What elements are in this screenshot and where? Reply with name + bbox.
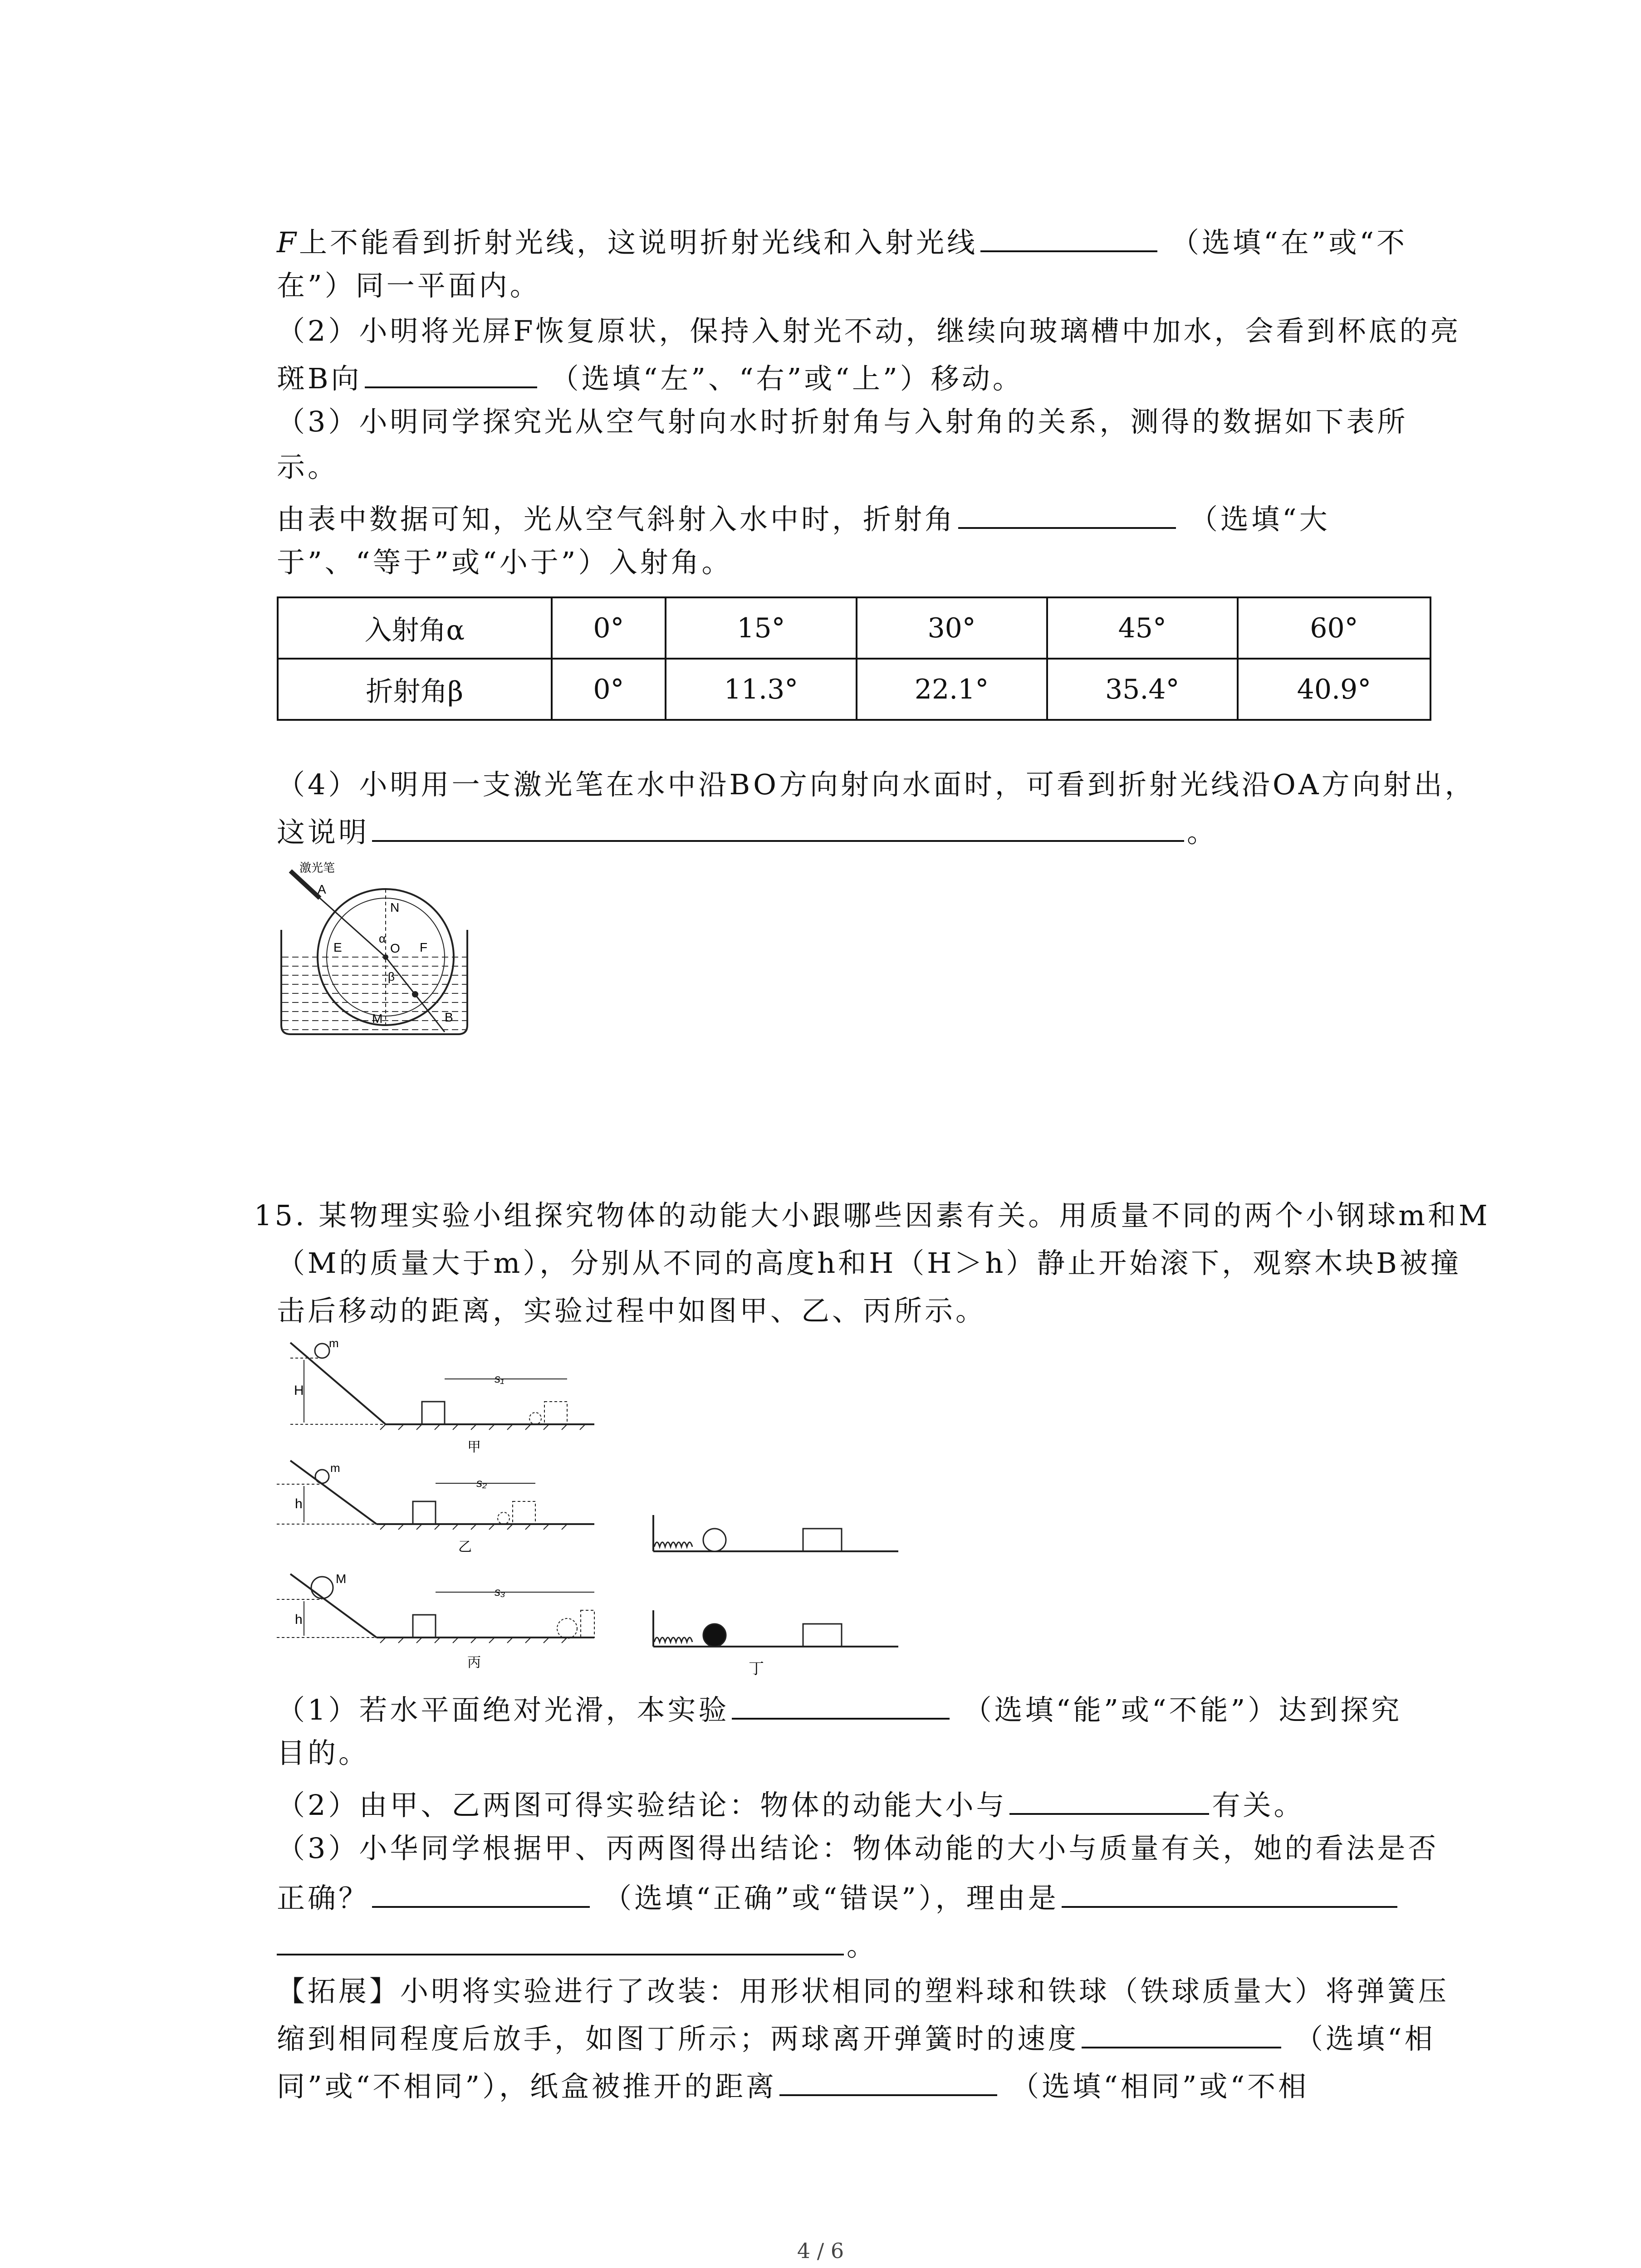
table-header-cell: 入射角α bbox=[278, 597, 552, 659]
q15-p3-cont: 正确？ （选填“正确”或“错误”），理由是 bbox=[277, 1878, 1397, 1916]
table-row bbox=[278, 597, 1430, 659]
table-cell: 15° bbox=[666, 597, 856, 659]
svg-text:m: m bbox=[330, 1461, 340, 1475]
q14-line-5: （3）小明同学探究光从空气射向水时折射角与入射角的关系，测得的数据如下表所 bbox=[277, 405, 1408, 438]
q14-line-7: 由表中数据可知，光从空气斜射入水中时，折射角 （选填“大 bbox=[277, 499, 1330, 538]
q14-line-4: 斑B向 （选填“左”、“右”或“上”）移动。 bbox=[277, 358, 1024, 397]
svg-text:m: m bbox=[329, 1336, 339, 1350]
answer-blank[interactable] bbox=[958, 499, 1176, 529]
answer-blank[interactable] bbox=[1009, 1785, 1209, 1815]
q15-p1-cont: 目的。 bbox=[277, 1736, 370, 1769]
svg-text:丙: 丙 bbox=[467, 1655, 481, 1670]
svg-text:s₂: s₂ bbox=[476, 1476, 487, 1490]
svg-text:s₁: s₁ bbox=[495, 1372, 505, 1385]
svg-text:甲: 甲 bbox=[467, 1440, 481, 1455]
svg-text:h: h bbox=[295, 1612, 303, 1627]
q14-line-10: 这说明 。 bbox=[277, 812, 1218, 850]
table-cell: 11.3° bbox=[666, 659, 856, 720]
q14-line-1: F上不能看到折射光线，这说明折射光线和入射光线 （选填“在”或“不 bbox=[277, 222, 1407, 261]
svg-text:丁: 丁 bbox=[749, 1660, 764, 1677]
q15-line-2: （M的质量大于m），分别从不同的高度h和H（H＞h）静止开始滚下，观察木块B被撞 bbox=[277, 1246, 1461, 1280]
page-number: 4 / 6 bbox=[797, 2239, 844, 2263]
table-cell: 0° bbox=[552, 597, 666, 659]
figure-jia bbox=[290, 1336, 594, 1455]
q15-ext-1: 【拓展】小明将实验进行了改装：用形状相同的塑料球和铁球（铁球质量大）将弹簧压 bbox=[277, 1975, 1450, 2008]
q15-line-1: 15. 某物理实验小组探究物体的动能大小跟哪些因素有关。用质量不同的两个小钢球m和M bbox=[254, 1199, 1490, 1232]
svg-text:s₃: s₃ bbox=[495, 1585, 505, 1598]
q14-line-3: （2）小明将光屏F恢复原状，保持入射光不动，继续向玻璃槽中加水，会看到杯底的亮 bbox=[277, 314, 1461, 347]
q14-line-9: （4）小明用一支激光笔在水中沿BO方向射向水面时，可看到折射光线沿OA方向射出， bbox=[277, 768, 1476, 801]
svg-text:A: A bbox=[318, 882, 326, 896]
svg-text:E: E bbox=[333, 940, 342, 954]
svg-text:β: β bbox=[388, 970, 395, 983]
table-row bbox=[278, 659, 1430, 720]
refraction-data-table bbox=[277, 596, 1431, 721]
pen-label: 激光笔 bbox=[299, 862, 335, 875]
table-cell: 60° bbox=[1238, 597, 1430, 659]
figure-bing bbox=[277, 1572, 594, 1670]
table-cell: 35.4° bbox=[1047, 659, 1238, 720]
spring-plastic-ball bbox=[653, 1515, 898, 1551]
refraction-apparatus-figure bbox=[277, 862, 476, 1043]
figure-yi bbox=[277, 1461, 594, 1554]
q15-p2: （2）由甲、乙两图可得实验结论：物体的动能大小与 有关。 bbox=[277, 1785, 1304, 1823]
answer-blank[interactable] bbox=[365, 358, 537, 388]
laser-pen bbox=[290, 871, 320, 898]
answer-blank[interactable] bbox=[779, 2066, 997, 2096]
q14-line-8: 于”、“等于”或“小于”）入射角。 bbox=[277, 546, 733, 579]
q15-ext-3: 同”或“不相同”），纸盒被推开的距离 （选填“相同”或“不相 bbox=[277, 2066, 1309, 2105]
answer-blank[interactable] bbox=[372, 1878, 590, 1908]
answer-blank[interactable] bbox=[732, 1690, 950, 1720]
table-header-cell: 折射角β bbox=[278, 659, 552, 720]
incident-ray bbox=[320, 898, 386, 957]
svg-text:M: M bbox=[372, 1012, 383, 1026]
table-cell: 40.9° bbox=[1238, 659, 1430, 720]
svg-text:F: F bbox=[420, 940, 428, 954]
spring-ball-figure bbox=[644, 1506, 907, 1696]
svg-text:H: H bbox=[294, 1383, 304, 1398]
answer-blank[interactable] bbox=[277, 1926, 844, 1955]
answer-blank[interactable] bbox=[1062, 1878, 1397, 1908]
svg-text:α: α bbox=[379, 932, 386, 945]
svg-text:M: M bbox=[336, 1572, 347, 1586]
q15-line-3: 击后移动的距离，实验过程中如图甲、乙、丙所示。 bbox=[277, 1294, 987, 1327]
table-cell: 0° bbox=[552, 659, 666, 720]
table-cell: 30° bbox=[857, 597, 1047, 659]
svg-text:O: O bbox=[390, 941, 400, 955]
answer-blank[interactable] bbox=[980, 222, 1157, 252]
table-cell: 22.1° bbox=[857, 659, 1047, 720]
q15-p3: （3）小华同学根据甲、丙两图得出结论：物体动能的大小与质量有关，她的看法是否 bbox=[277, 1832, 1439, 1865]
q15-p1: （1）若水平面绝对光滑，本实验 （选填“能”或“不能”）达到探究 bbox=[277, 1690, 1402, 1728]
svg-text:h: h bbox=[295, 1496, 303, 1511]
svg-text:B: B bbox=[445, 1010, 453, 1024]
table-cell: 45° bbox=[1047, 597, 1238, 659]
q14-line-2: 在”）同一平面内。 bbox=[277, 269, 541, 302]
q14-line-6: 示。 bbox=[277, 450, 339, 484]
answer-blank[interactable] bbox=[1082, 2019, 1281, 2048]
svg-text:N: N bbox=[390, 900, 400, 914]
incline-experiments-figure bbox=[277, 1334, 640, 1678]
spring-iron-ball bbox=[653, 1610, 898, 1677]
answer-blank[interactable] bbox=[372, 812, 1184, 842]
svg-text:乙: 乙 bbox=[458, 1540, 472, 1554]
q15-ext-2: 缩到相同程度后放手，如图丁所示；两球离开弹簧时的速度 （选填“相 bbox=[277, 2019, 1435, 2057]
q15-p3-end: 。 bbox=[277, 1926, 877, 1964]
